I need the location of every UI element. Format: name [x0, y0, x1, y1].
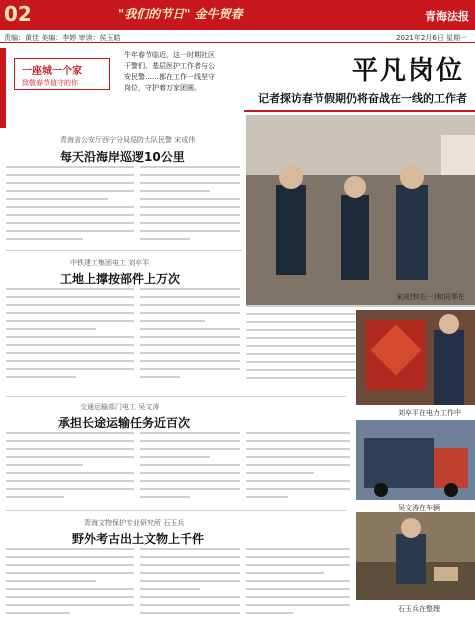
feature-title: 平凡岗位: [352, 56, 465, 86]
worker-photo-graphic: [356, 310, 475, 405]
photo-truck-driver: [356, 420, 475, 500]
section-accent-bar: [0, 48, 6, 128]
article-body-text: [246, 548, 350, 616]
article-byline: 青海文物保护专业研究所 石玉兵: [84, 519, 185, 527]
photo-caption: 吴文涛在车辆: [398, 504, 440, 512]
article-separator: [6, 510, 346, 511]
photo-officers-interview: [246, 115, 475, 305]
article-byline: 交通运输部门电工 吴文涛: [80, 403, 160, 411]
photo-worker-decoration: [356, 310, 475, 405]
article-separator: [6, 250, 242, 251]
page-number: 02: [4, 2, 32, 26]
article-byline: 青海省公安厅西宁分局巡防大队民警 宋成伟: [60, 136, 196, 144]
photo-archaeologist: [356, 512, 475, 600]
article-body-text: [140, 166, 240, 246]
article-body-text: [6, 432, 134, 504]
photo-caption: 石玉兵在整理: [398, 605, 440, 613]
header-rule: [0, 42, 475, 43]
photo-caption: 刘卒平在电力工作中: [398, 409, 461, 417]
article-byline: 中铁建工集团电工 刘卒平: [70, 259, 150, 267]
article-body-text: [246, 432, 350, 504]
article-body-text: [140, 432, 240, 504]
editor-credits: 责编：黄佳 美编：李婷 审读：侯玉皓: [4, 34, 121, 42]
section-tag-title: 一座城一个家: [22, 66, 82, 77]
issue-date: 2021年2月6日 星期一: [396, 34, 467, 42]
truck-photo-graphic: [356, 420, 475, 500]
header-slogan: "我们的节日" 金牛贺春: [118, 7, 243, 21]
newspaper-brand: 青海法报: [425, 10, 469, 23]
article-headline: 承担长途运输任务近百次: [58, 416, 191, 430]
article-body-text: [140, 288, 240, 388]
officers-photo-graphic: [246, 115, 475, 305]
article-body-text: [6, 288, 134, 388]
feature-rule: [244, 110, 475, 112]
article-headline: 野外考古出土文物上千件: [72, 532, 205, 546]
article-body-text: [140, 548, 240, 616]
article-body-text: [6, 548, 134, 616]
article-headline: 工地上撑按部件上万次: [60, 272, 181, 286]
archaeologist-photo-graphic: [356, 512, 475, 600]
photo-caption: 宋成伟(右一)和同事在: [396, 293, 465, 301]
article-headline: 每天沿海岸巡逻10公里: [60, 150, 185, 164]
section-tag-subtitle: 致敬春节值守的你: [22, 79, 78, 87]
feature-subtitle: 记者探访春节假期仍将奋战在一线的工作者: [258, 92, 467, 105]
intro-paragraph: 牛年春节临近，这一时期社区干警们、基层医护工作者与公安民警……都在工作一线坚守岗位，守护着万家团圆。: [124, 51, 215, 92]
article-body-text: [6, 166, 134, 246]
article-separator: [6, 396, 346, 397]
